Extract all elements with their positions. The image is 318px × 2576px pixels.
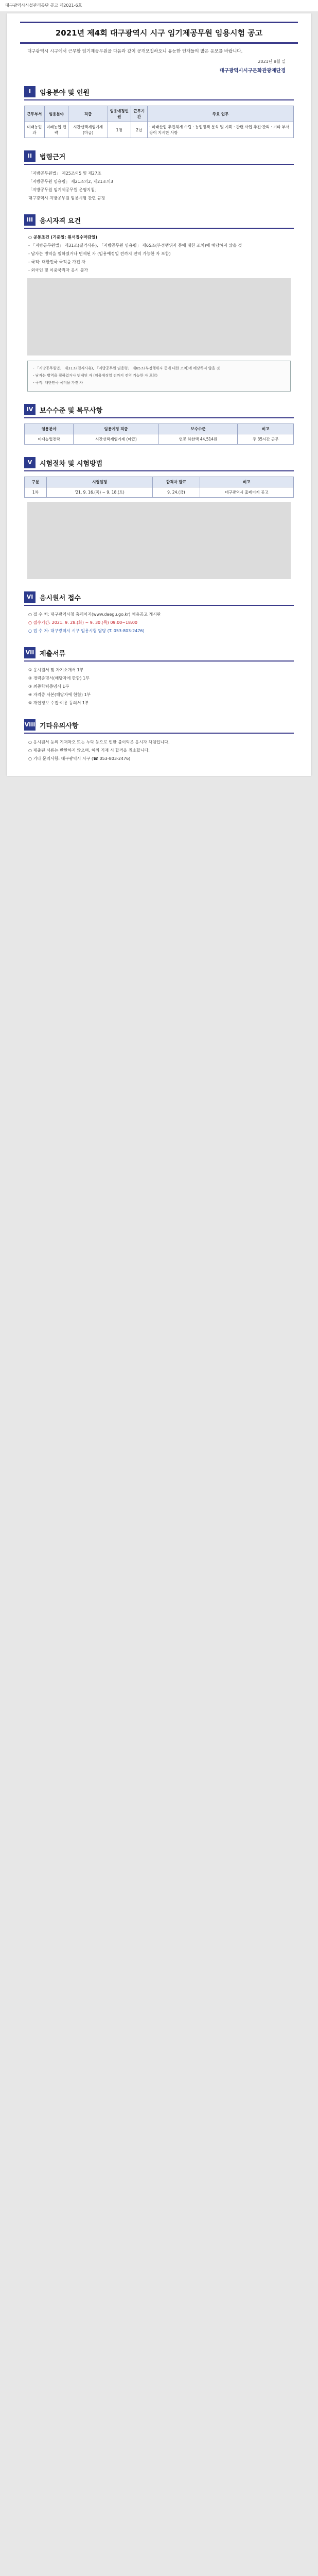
intro-text: 대구광역시 시구에서 근무할 임기제공무원을 다음과 같이 공개모집하오니 유능한 인재들의 많은 응모를 바랍니다. (27, 49, 243, 54)
table-cell: 대구광역시 홈페이지 공고 (200, 487, 293, 498)
table-header: 임용예정 직급 (74, 424, 158, 434)
table-header: 시험일정 (46, 477, 152, 487)
section-header (24, 457, 294, 471)
table-header: 근무부서 (25, 106, 45, 122)
list-item: ○ 접 수 처: 대구광역시 시구 임용시험 담당 (T. 053-803-2476) (28, 629, 145, 633)
table-header: 임용분야 (25, 424, 74, 434)
list-item: 대구광역시 지방공무원 임용시험 관련 규정 (28, 196, 105, 200)
table-header: 비고 (200, 477, 293, 487)
list-item: ③ 최종학력증명서 1부 (28, 684, 69, 689)
browser-path: 대구광역시시설관리공단 공고 제2021-6호 (0, 0, 318, 11)
section-title: 기타유의사항 (40, 722, 79, 730)
section-4 (24, 404, 294, 445)
title-box (20, 22, 298, 44)
list-item: - 외국인 및 이중국적자 응시 불가 (28, 268, 89, 273)
list-item: 「지방공무원 임용령」 제21조의2, 제21조의3 (28, 179, 113, 184)
section-header (24, 214, 294, 229)
table-header: 보수수준 (158, 424, 238, 434)
table-cell: 1차 (25, 487, 47, 498)
list-item: - 남자는 병역을 필하였거나 면제된 자 (임용예정일 전까지 전역 가능한 자 포함) (33, 374, 158, 378)
notice-date: 2021년 8월 일 (258, 59, 286, 64)
section-number: VIII (24, 719, 36, 731)
law-list (28, 170, 290, 202)
section-number: VII (24, 647, 36, 658)
table-row (25, 122, 294, 138)
table-cell: 9. 24.(금) (153, 487, 200, 498)
section-header (24, 719, 294, 734)
positions-table (24, 106, 294, 138)
pay-table (24, 423, 294, 445)
list-item: ○ 제출된 서류는 반환하지 않으며, 허위 기재 시 합격을 취소합니다. (28, 748, 150, 753)
table-header-row (25, 424, 294, 434)
section-header (24, 150, 294, 165)
section-number: II (24, 150, 36, 162)
list-item: - 「지방공무원법」 제31조(결격사유), 「지방공무원 임용령」 제65조(부정행위자 등에 대한 조치)에 해당하지 않을 것 (33, 366, 220, 370)
table-row (25, 487, 294, 498)
list-item: 「지방공무원법」 제25조의5 및 제27조 (28, 171, 101, 176)
table-cell: 미래농업 전략 (44, 122, 68, 138)
list-item: - 「지방공무원법」 제31조(결격사유), 「지방공무원 임용령」 제65조(부정행위자 등에 대한 조치)에 해당하지 않을 것 (28, 243, 242, 248)
list-item: - 국적: 대한민국 국적을 가진 자 (28, 260, 86, 264)
shaded-note-block (27, 502, 291, 579)
notes-list (28, 739, 290, 762)
table-header: 임용분야 (44, 106, 68, 122)
table-cell: 연봉 하한액 44,514원 (158, 434, 238, 445)
section-5 (24, 457, 294, 579)
list-item: 「지방공무원 임기제공무원 운영지침」 (28, 188, 99, 192)
section-title: 응시원서 접수 (40, 594, 81, 602)
section-title: 시험절차 및 시험방법 (40, 460, 103, 468)
section-header (24, 404, 294, 418)
list-item: ○ 접 수 처: 대구광역시청 홈페이지(www.daegu.go.kr) 채용공고 게시판 (28, 612, 161, 617)
section-title: 응시자격 요건 (40, 217, 81, 225)
section-6 (24, 591, 294, 635)
section-3 (24, 214, 294, 392)
table-row (25, 434, 294, 445)
section-number: IV (24, 404, 36, 415)
reception-list (28, 611, 290, 635)
table-header-row (25, 106, 294, 122)
table-header: 근무기간 (131, 106, 148, 122)
list-item: ① 응시원서 및 자기소개서 1부 (28, 668, 84, 672)
requirement-note-box (27, 361, 291, 392)
list-item: - 국적: 대한민국 국적을 가진 자 (33, 381, 83, 385)
table-cell: 1명 (108, 122, 131, 138)
requirement-list (28, 234, 290, 274)
list-item: ○ 접수기간: 2021. 9. 28.(화) ~ 9. 30.(목) 09:00~18:00 (28, 620, 138, 625)
notice-page (7, 13, 311, 776)
exam-schedule-table (24, 477, 294, 498)
table-header: 주요 업무 (148, 106, 294, 122)
table-cell: · 미래산업 추진체계 수립 · 농업정책 분석 및 기획 · 관련 사업 추진·관리 · 기타 부서장이 지시한 사항 (148, 122, 294, 138)
section-title: 임용분야 및 인원 (40, 89, 90, 97)
page-title: 2021년 제4회 대구광역시 시구 임기제공무원 임용시험 공고 (55, 28, 263, 38)
list-item: ⑤ 개인정보 수집·이용 동의서 1부 (28, 701, 89, 705)
section-1 (24, 86, 294, 138)
list-item: ④ 자격증 사본(해당자에 한함) 1부 (28, 692, 91, 697)
section-title: 보수수준 및 복무사항 (40, 406, 103, 415)
section-2 (24, 150, 294, 202)
table-header-row (25, 477, 294, 487)
table-header: 구분 (25, 477, 47, 487)
section-title: 법령근거 (40, 153, 66, 161)
section-7 (24, 647, 294, 707)
list-item: ○ 기타 문의사항: 대구광역시 시구 (☎ 053-803-2476) (28, 756, 131, 761)
list-item: ○ 공통조건 (기준일: 원서접수마감일) (28, 235, 98, 240)
list-item: ○ 응시원서 등의 기재착오 또는 누락 등으로 인한 불이익은 응시자 책임입니다. (28, 740, 170, 744)
table-header: 비고 (238, 424, 294, 434)
table-cell: '21. 9. 16.(목) ~ 9. 18.(토) (46, 487, 152, 498)
section-header (24, 647, 294, 662)
table-cell: 시간선택제임기제 (마급) (74, 434, 158, 445)
table-header: 합격자 발표 (153, 477, 200, 487)
table-cell: 미래농업과 (25, 122, 45, 138)
section-8 (24, 719, 294, 762)
section-title: 제출서류 (40, 650, 66, 658)
table-header: 임용예정인원 (108, 106, 131, 122)
shaded-note-block (27, 278, 291, 355)
document-list (28, 667, 290, 707)
section-number: III (24, 214, 36, 226)
org-name: 대구광역시시구문화관광재단경 (219, 68, 286, 74)
section-number: VI (24, 591, 36, 603)
section-number: V (24, 457, 36, 468)
table-cell: 2년 (131, 122, 148, 138)
table-cell: 주 35시간 근무 (238, 434, 294, 445)
list-item: - 남자는 병역을 필하였거나 면제된 자 (임용예정일 전까지 전역 가능한 자 포함) (28, 251, 171, 256)
list-item: ② 경력증명서(해당자에 한함) 1부 (28, 676, 90, 681)
table-header: 직급 (68, 106, 108, 122)
section-header (24, 591, 294, 606)
section-number: I (24, 86, 36, 97)
section-header (24, 86, 294, 100)
table-cell: 시간선택제임기제 (마급) (68, 122, 108, 138)
footer-spacer (7, 764, 311, 769)
table-cell: 미래농업전략 (25, 434, 74, 445)
